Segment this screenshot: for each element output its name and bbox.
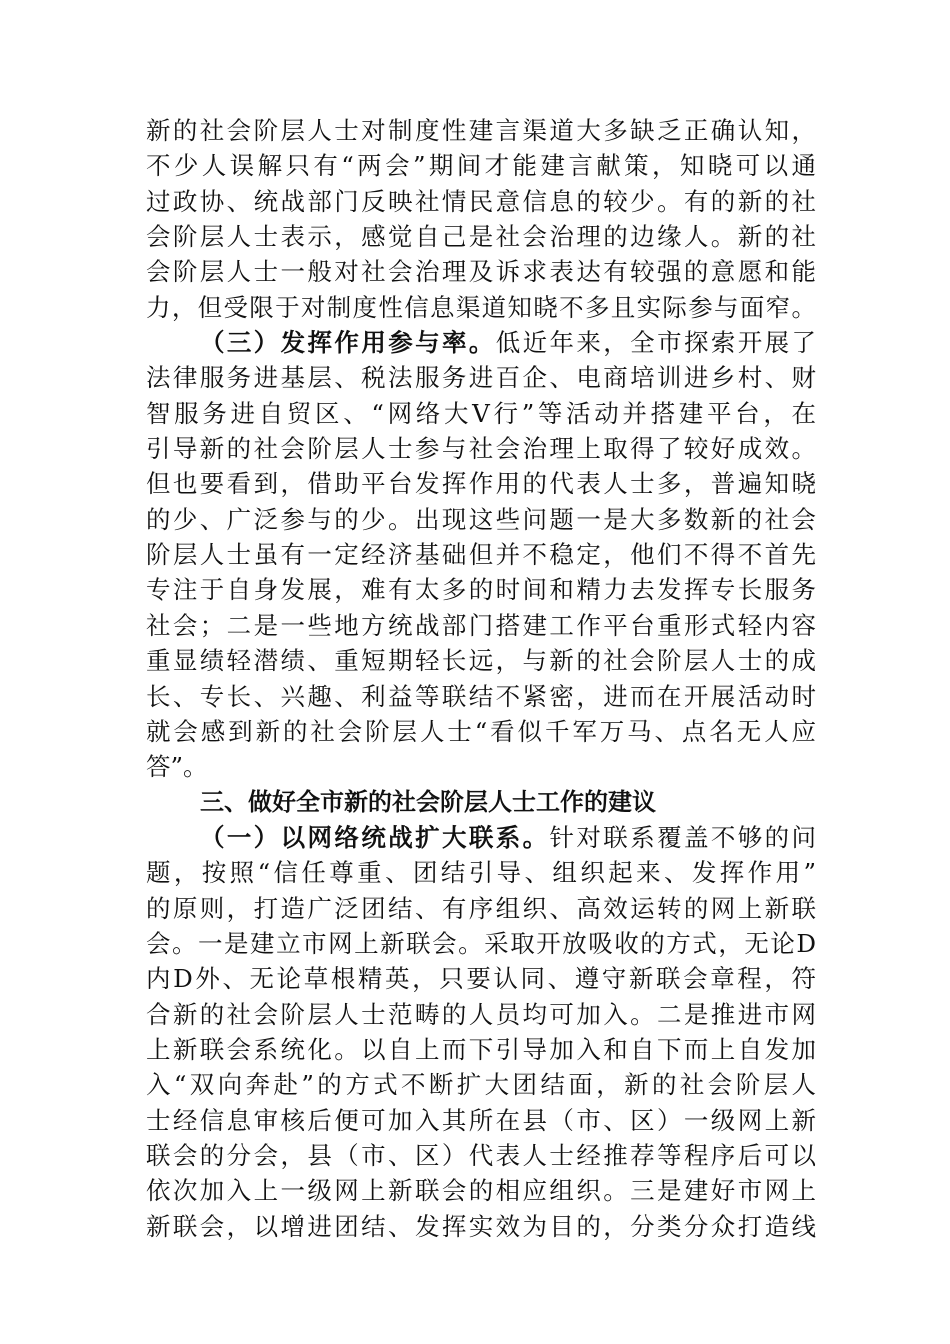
text-line: 新的社会阶层人士对制度性建言渠道大多缺乏正确认知， [146,116,816,145]
text-line: 智服务进自贸区、“网络大V行”等活动并搭建平台，在 [146,398,816,428]
text-line: 士经信息审核后便可加入其所在县（市、区）一级网上新 [146,1105,816,1135]
text-line: 会。一是建立市网上新联会。采取开放吸收的方式，无论D [146,928,816,958]
text-line: 力，但受限于对制度性信息渠道知晓不多且实际参与面窄。 [146,292,816,322]
paragraph-heading: （三）发挥作用参与率。 [200,328,496,358]
paragraph-text: 低近年来，全市探索开展了 [495,328,816,358]
text-line: 答”。 [146,752,208,782]
text-line: 的原则，打造广泛团结、有序组织、高效运转的网上新联 [146,893,816,923]
text-line: 合新的社会阶层人士范畴的人员均可加入。二是推进市网 [146,999,816,1029]
paragraph-start [146,325,816,360]
text-line: 社会；二是一些地方统战部门搭建工作平台重形式轻内容 [146,610,816,640]
text-line: 联会的分会，县（市、区）代表人士经推荐等程序后可以 [146,1140,816,1170]
text-line: 不少人误解只有“两会”期间才能建言献策，知晓可以通 [146,151,816,181]
paragraph-heading: （一）以网络统战扩大联系。 [200,822,550,852]
text-line: 会阶层人士一般对社会治理及诉求表达有较强的意愿和能 [146,257,816,287]
text-line: 但也要看到，借助平台发挥作用的代表人士多，普遍知晓 [146,469,816,499]
text-line: 过政协、统战部门反映社情民意信息的较少。有的新的社 [146,186,816,216]
body-text [146,113,816,1244]
text-line: 的少、广泛参与的少。出现这些问题一是大多数新的社会 [146,504,816,534]
section-heading: 三、做好全市新的社会阶层人士工作的建议 [200,787,656,816]
paragraph-text: 针对联系覆盖不够的问 [549,822,817,852]
text-line: 会阶层人士表示，感觉自己是社会治理的边缘人。新的社 [146,222,816,252]
text-line: 上新联会系统化。以自上而下引导加入和自下而上自发加 [146,1034,816,1064]
text-line: 重显绩轻潜绩、重短期轻长远，与新的社会阶层人士的成 [146,646,816,676]
paragraph-start [146,820,816,855]
text-line: 长、专长、兴趣、利益等联结不紧密，进而在开展活动时 [146,681,816,711]
text-line: 内D外、无论草根精英，只要认同、遵守新联会章程，符 [146,964,816,994]
text-line: 专注于自身发展，难有太多的时间和精力去发挥专长服务 [146,575,816,605]
text-line: 引导新的社会阶层人士参与社会治理上取得了较好成效。 [146,434,816,464]
text-line: 法律服务进基层、税法服务进百企、电商培训进乡村、财 [146,363,816,393]
text-line: 就会感到新的社会阶层人士“看似千军万马、点名无人应 [146,716,816,746]
text-line: 依次加入上一级网上新联会的相应组织。三是建好市网上 [146,1176,816,1206]
text-line: 阶层人士虽有一定经济基础但并不稳定，他们不得不首先 [146,540,816,570]
text-line: 入“双向奔赴”的方式不断扩大团结面，新的社会阶层人 [146,1070,816,1100]
text-line: 新联会，以增进团结、发挥实效为目的，分类分众打造线 [146,1211,816,1241]
text-line: 题，按照“信任尊重、团结引导、组织起来、发挥作用” [146,858,816,888]
